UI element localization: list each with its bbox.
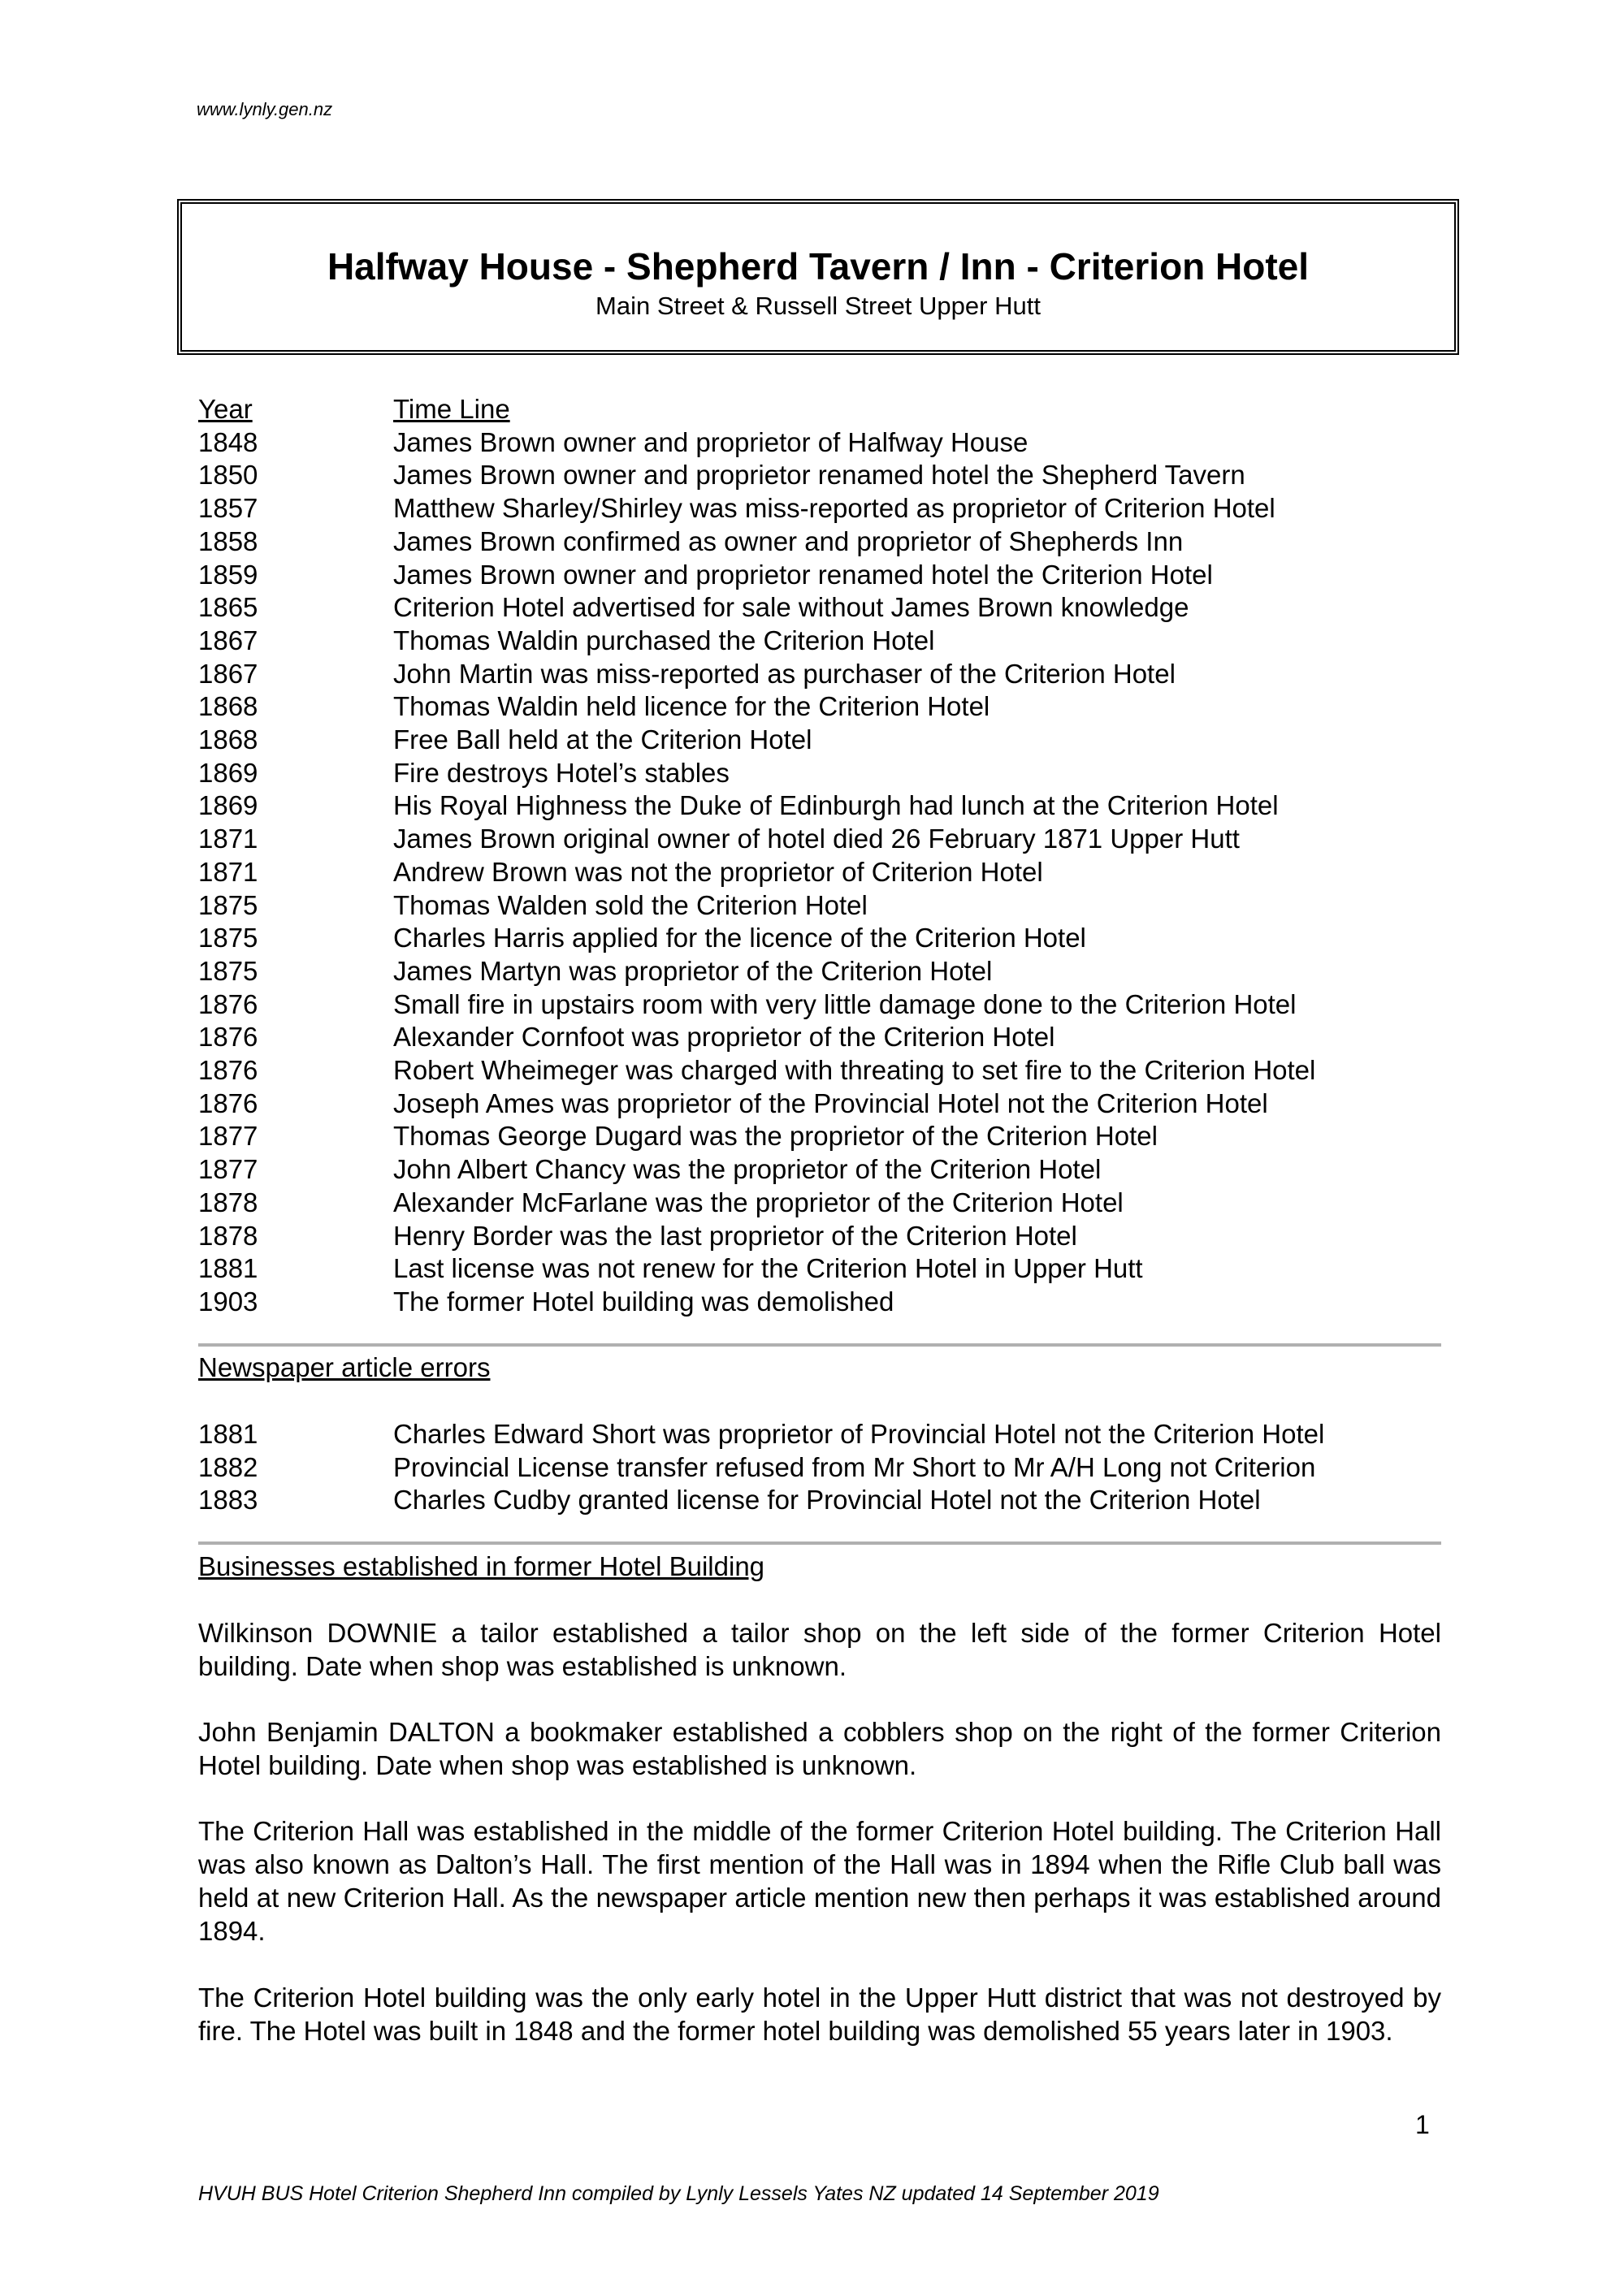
business-paragraph: The Criterion Hall was established in the middle of the former Criterion Hotel building. The Criterion Hall was also known as Dalton’s Hall. The first mention of the Hall was in 1894 when the Rifle Club ball was held at new Criterion Hall. As the newspaper article mention new then perhaps it was established around 1894.: [198, 1816, 1441, 1946]
timeline-year: 1877: [198, 1154, 258, 1185]
timeline-year: 1867: [198, 625, 258, 655]
timeline-row: [198, 856, 1441, 889]
timeline-row: [198, 724, 1441, 757]
timeline-event: Small fire in upstairs room with very little damage done to the Criterion Hotel: [393, 988, 1297, 1019]
site-url: www.lynly.gen.nz: [197, 99, 333, 119]
timeline-event: Thomas Walden sold the Criterion Hotel: [393, 889, 868, 920]
error-event: Charles Edward Short was proprietor of Provincial Hotel not the Criterion Hotel: [393, 1419, 1325, 1449]
timeline-event: James Martyn was proprietor of the Criterion Hotel: [393, 955, 993, 986]
business-paragraph: John Benjamin DALTON a bookmaker established a cobblers shop on the right of the former Criterion Hotel building. Date when shop was established is unknown.: [198, 1717, 1441, 1780]
timeline-year: 1875: [198, 889, 258, 920]
timeline-year: 1876: [198, 988, 258, 1019]
timeline-year: 1859: [198, 559, 258, 590]
page-number: 1: [1415, 2110, 1430, 2139]
timeline-year: 1869: [198, 757, 258, 788]
timeline-event: Thomas Waldin purchased the Criterion Hotel: [393, 625, 935, 655]
timeline-year: 1903: [198, 1286, 258, 1317]
timeline-year: 1876: [198, 1055, 258, 1086]
error-year: 1882: [198, 1451, 258, 1482]
timeline-row: [198, 1220, 1441, 1253]
page-subtitle: Main Street & Russell Street Upper Hutt: [595, 292, 1041, 321]
timeline-row: [198, 1087, 1441, 1121]
error-event: Charles Cudby granted license for Provincial Hotel not the Criterion Hotel: [393, 1485, 1261, 1516]
business-paragraph: The Criterion Hotel building was the only early hotel in the Upper Hutt district that was not destroyed by fire. The Hotel was built in 1848 and the former hotel building was demolished 55 years later in 1903.: [198, 1983, 1441, 2046]
timeline-year: 1871: [198, 824, 258, 854]
timeline-row: [198, 1187, 1441, 1220]
timeline-year: 1875: [198, 955, 258, 986]
timeline-row: [198, 889, 1441, 923]
errors-table: [198, 1418, 1441, 1517]
timeline-event: Free Ball held at the Criterion Hotel: [393, 724, 812, 755]
timeline-event: Henry Border was the last proprietor of the Criterion Hotel: [393, 1220, 1077, 1251]
timeline-row: [198, 1120, 1441, 1153]
timeline-row: [198, 823, 1441, 856]
section-divider: [198, 1343, 1441, 1347]
timeline-row: [198, 955, 1441, 988]
timeline-year: 1876: [198, 1022, 258, 1053]
timeline-event: Matthew Sharley/Shirley was miss-reported as proprietor of Criterion Hotel: [393, 493, 1275, 524]
timeline-year: 1878: [198, 1187, 258, 1217]
timeline-year: 1881: [198, 1253, 258, 1284]
timeline-event: James Brown owner and proprietor renamed hotel the Shepherd Tavern: [393, 460, 1245, 491]
error-year: 1883: [198, 1485, 258, 1516]
timeline-row: [198, 1252, 1441, 1286]
timeline-year: 1867: [198, 658, 258, 689]
timeline-row: [198, 559, 1441, 592]
footer-text: HVUH BUS Hotel Criterion Shepherd Inn compiled by Lynly Lessels Yates NZ updated 14 September 2019: [198, 2182, 1159, 2205]
timeline-event: Charles Harris applied for the licence of the Criterion Hotel: [393, 923, 1086, 953]
timeline-event: Alexander McFarlane was the proprietor of the Criterion Hotel: [393, 1187, 1124, 1217]
timeline-row: [198, 789, 1441, 823]
errors-heading: Newspaper article errors: [198, 1352, 491, 1382]
timeline-row: [198, 1286, 1441, 1319]
timeline-event: Fire destroys Hotel’s stables: [393, 757, 730, 788]
timeline-year: 1877: [198, 1121, 258, 1152]
timeline-row: [198, 1054, 1441, 1087]
timeline-event: James Brown confirmed as owner and proprietor of Shepherds Inn: [393, 525, 1184, 556]
timeline-row: [198, 1021, 1441, 1054]
error-row: [198, 1451, 1441, 1485]
error-row: [198, 1418, 1441, 1451]
timeline-year: 1850: [198, 460, 258, 491]
timeline-year: 1868: [198, 724, 258, 755]
timeline-event: Thomas George Dugard was the proprietor of the Criterion Hotel: [393, 1121, 1158, 1152]
timeline-event: The former Hotel building was demolished: [393, 1286, 894, 1317]
timeline-event: James Brown owner and proprietor of Halfway House: [393, 426, 1029, 457]
timeline-event: James Brown owner and proprietor renamed hotel the Criterion Hotel: [393, 559, 1213, 590]
timeline-column-header: Time Line: [393, 394, 510, 424]
timeline-row: [198, 426, 1441, 460]
timeline-year: 1869: [198, 790, 258, 821]
timeline-year: 1878: [198, 1220, 258, 1251]
timeline-year: 1876: [198, 1087, 258, 1118]
timeline-event: Thomas Waldin held licence for the Criterion Hotel: [393, 691, 990, 722]
timeline-row: [198, 757, 1441, 790]
timeline-event: Andrew Brown was not the proprietor of Criterion Hotel: [393, 856, 1043, 887]
error-year: 1881: [198, 1419, 258, 1449]
timeline-event: Criterion Hotel advertised for sale without James Brown knowledge: [393, 592, 1189, 623]
timeline-row: [198, 625, 1441, 658]
timeline-event: His Royal Highness the Duke of Edinburgh had lunch at the Criterion Hotel: [393, 790, 1279, 821]
businesses-heading: Businesses established in former Hotel Building: [198, 1551, 765, 1581]
page-title: Halfway House - Shepherd Tavern / Inn - Criterion Hotel: [327, 245, 1310, 288]
title-box: [177, 199, 1459, 355]
timeline-row: [198, 922, 1441, 955]
timeline-year: 1857: [198, 493, 258, 524]
timeline-row: [198, 988, 1441, 1022]
timeline-row: [198, 492, 1441, 525]
timeline-event: Robert Wheimeger was charged with threating to set fire to the Criterion Hotel: [393, 1055, 1316, 1086]
timeline-event: Alexander Cornfoot was proprietor of the Criterion Hotel: [393, 1022, 1055, 1053]
timeline-header-row: [198, 393, 1441, 426]
business-paragraph: Wilkinson DOWNIE a tailor established a tailor shop on the left side of the former Criterion Hotel building. Date when shop was established is unknown.: [198, 1618, 1441, 1681]
timeline-year: 1868: [198, 691, 258, 722]
timeline-year: 1865: [198, 592, 258, 623]
timeline-row: [198, 1153, 1441, 1187]
section-divider: [198, 1541, 1441, 1545]
timeline-year: 1871: [198, 856, 258, 887]
timeline-year: 1875: [198, 923, 258, 953]
error-event: Provincial License transfer refused from Mr Short to Mr A/H Long not Criterion: [393, 1451, 1316, 1482]
timeline-row: [198, 658, 1441, 691]
timeline-event: John Martin was miss-reported as purchaser of the Criterion Hotel: [393, 658, 1176, 689]
timeline-event: Joseph Ames was proprietor of the Provincial Hotel not the Criterion Hotel: [393, 1087, 1268, 1118]
year-column-header: Year: [198, 394, 253, 424]
timeline-event: James Brown original owner of hotel died 26 February 1871 Upper Hutt: [393, 824, 1240, 854]
timeline-table: [198, 393, 1441, 1319]
timeline-row: [198, 525, 1441, 559]
timeline-row: [198, 459, 1441, 492]
timeline-event: Last license was not renew for the Criterion Hotel in Upper Hutt: [393, 1253, 1143, 1284]
error-row: [198, 1484, 1441, 1517]
timeline-year: 1858: [198, 525, 258, 556]
timeline-year: 1848: [198, 426, 258, 457]
timeline-event: John Albert Chancy was the proprietor of the Criterion Hotel: [393, 1154, 1102, 1185]
timeline-row: [198, 690, 1441, 724]
timeline-row: [198, 591, 1441, 625]
